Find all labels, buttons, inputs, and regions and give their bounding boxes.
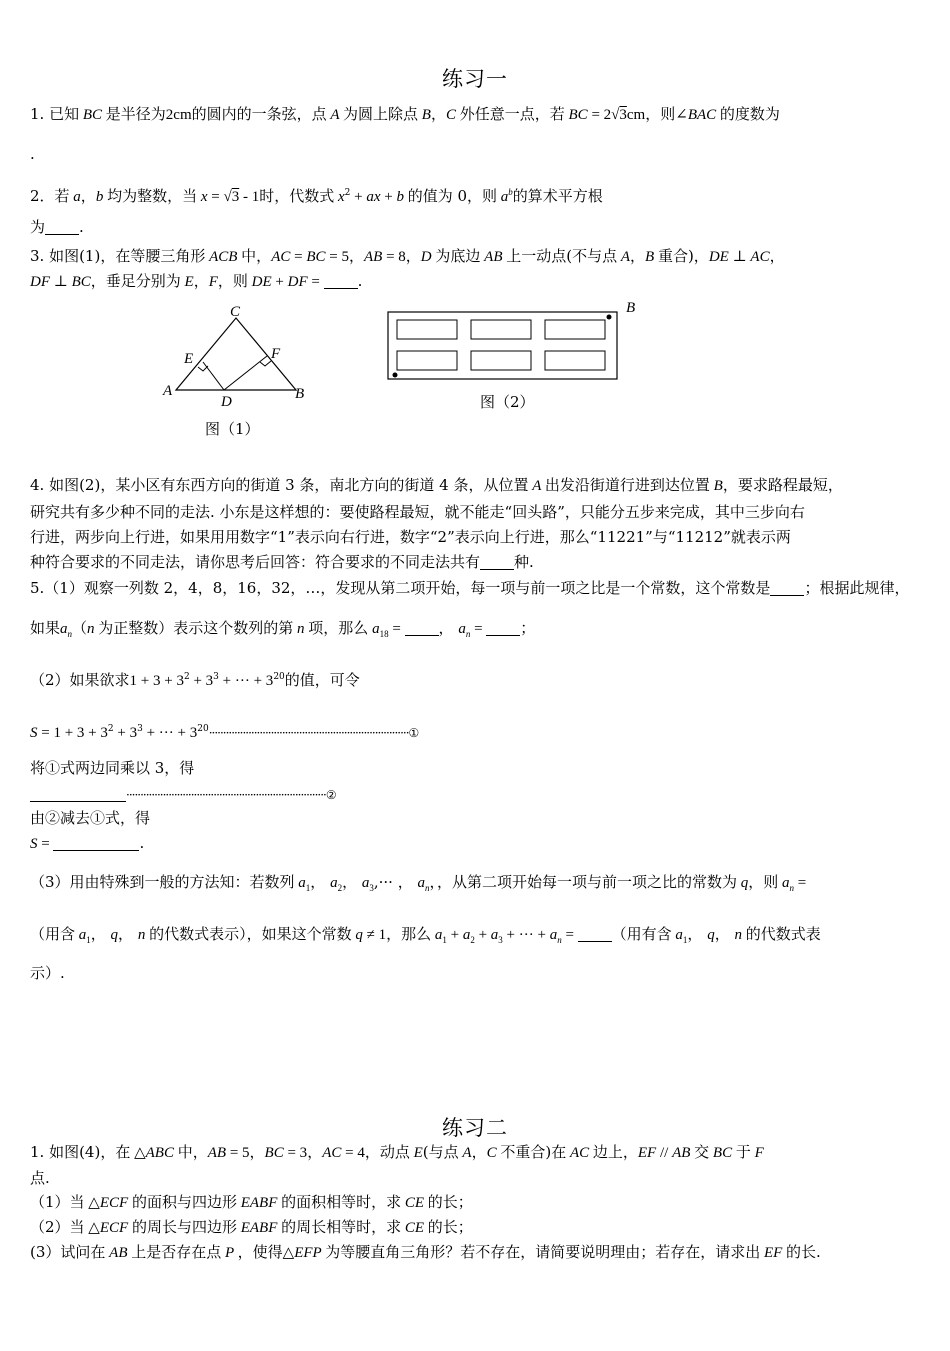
fig2-label-b: B [626, 300, 636, 316]
ex2-q1-line-5: (3）试问在 AB 上是否存在点 P ，使得△EFP 为等腰直角三角形？若不存在，请简要说明理由；若存在，请求出 EF 的长. [30, 1243, 821, 1261]
q1-line-2: . [30, 145, 35, 163]
q4-line-1: 4. 如图(2)，某小区有东西方向的街道 3 条，南北方向的街道 4 条，从位置 A 出发沿街道行进到达位置 B，要求路程最短， [30, 476, 843, 494]
q5-line-5: 将①式两边同乘以 3，得 [30, 759, 195, 777]
q5-line-11: 示）. [30, 964, 65, 982]
fig1-label-b: B [295, 386, 305, 402]
fig1-label-e: E [184, 351, 194, 367]
fig1-label-f: F [271, 346, 281, 362]
q4-line-4: 种符合要求的不同走法，请你思考后回答：符合要求的不同走法共有 种. [30, 553, 534, 571]
q5-line-2: 如果$a_n(n$ 为正整数）表示这个数列的第 n 项，那么 $a_{18}$ = ， $a_n$ = ； [30, 619, 536, 639]
q3-line-2: DF ⊥ BC，垂足分别为 E，F，则 DE + DF = . [30, 272, 363, 290]
q5-line-4: $S = 1 + 3 + 3^2 + 3^3$ + ··· + $3^{20}\cdot\cdot\cdot\cdot\cdot\cdot\cdot\cdot\cdot\cdot\cdot\cdot\cdot\cdot\cdot\cdot\cdot\cdot\cdot\cdot\cdot\cdot\cdot\cdot\cdot\cdot\cdot\cdot\cdot\cdot\cdot\cdot\cdot\cdot\cdot\cdot\cdot\cdot\cdot\cdot\cdot\cdot\cdot\cdot\cdot\cdot\cdot\cdot\cdot\cdot\cdot\cdot\cdot\cdot\cdot\cdot\cdot\cdot\cdot\cdot\cdot\cdot\cdot\cdot\cdot\cdot\cdot\cdot\cdot\cdot\cdot ①$ [30, 724, 419, 741]
fig1-caption: 图（1） [205, 420, 260, 438]
q5-line-10: （用含 $a_1$， q， n 的代数式表示），如果这个常数 q ≠ 1，那么 $a_1 + a_2 + a_3$ + ··· + $a_n$ = （用有含 $a_1$， q， n 的代数式表 [30, 925, 821, 945]
q2-line-2: 为 . [30, 218, 84, 236]
q5-line-7: 由②减去①式，得 [30, 809, 151, 827]
q5-line-6: ·······································································② [30, 783, 925, 806]
figure-2-street-grid [385, 308, 620, 383]
q1-line-1: 1. 已知 BC 是半径为2cm的圆内的一条弦，点 A 为圆上除点 B，C 外任意一点，若 BC = 2√3cm，则∠BAC 的度数为 [30, 105, 780, 123]
q3-line-1: 3. 如图(1)，在等腰三角形 ACB 中，AC = BC = 5，AB = 8，D 为底边 AB 上一动点(不与点 A，B 重合)，DE ⊥ AC， [30, 247, 785, 265]
ex2-q1-line-1: 1. 如图(4)，在 △ABC 中，AB = 5，BC = 3，AC = 4，动点 E(与点 A，C 不重合)在 AC 边上，EF // AB 交 BC 于 F [30, 1143, 764, 1161]
ex2-q1-line-2: 点. [30, 1169, 50, 1187]
fig1-label-c: C [230, 304, 241, 320]
ex2-q1-line-4: （2）当 △ECF 的周长与四边形 EABF 的周长相等时，求 CE 的长； [30, 1218, 473, 1236]
ex2-q1-line-3: （1）当 △ECF 的面积与四边形 EABF 的面积相等时，求 CE 的长； [30, 1193, 473, 1211]
q5-line-1: 5.（1）观察一列数 2，4，8，16，32，…，发现从第二项开始，每一项与前一项之比是一个常数，这个常数是 ；根据此规律， [30, 579, 910, 597]
q2-line-1: 2．若 a，b 均为整数，当 x = √3 - 1时，代数式 $x^2$ + ax + b 的值为 0，则 $a^b$的算术平方根 [30, 187, 603, 205]
q5-line-8: S = . [30, 834, 145, 852]
exercise-2-title: 练习二 [442, 1116, 508, 1140]
fig1-label-a: A [163, 383, 173, 399]
q5-line-3: （2）如果欲求$1 + 3 + 3^2 + 3^3$ + ··· + $3^{20}$的值，可令 [30, 671, 360, 689]
q4-line-2: 研究共有多少种不同的走法. 小东是这样想的：要使路程最短，就不能走“回头路”，只能分五步来完成，其中三步向右 [30, 503, 805, 521]
exercise-1-title: 练习一 [442, 67, 508, 91]
fig1-label-d: D [221, 394, 232, 410]
fig2-caption: 图（2） [480, 393, 535, 411]
q5-line-9: （3）用由特殊到一般的方法知：若数列 $a_1$， $a_2$， $a_3,\cdot\cdot\cdot$ ， $a_n$，，从第二项开始每一项与前一项之比的常数为 q，则 $a_n$ = [30, 873, 807, 893]
q4-line-3: 行进，两步向上行进，如果用用数字“1”表示向右行进，数字“2”表示向上行进，那么“11221”与“11212”就表示两 [30, 528, 791, 546]
